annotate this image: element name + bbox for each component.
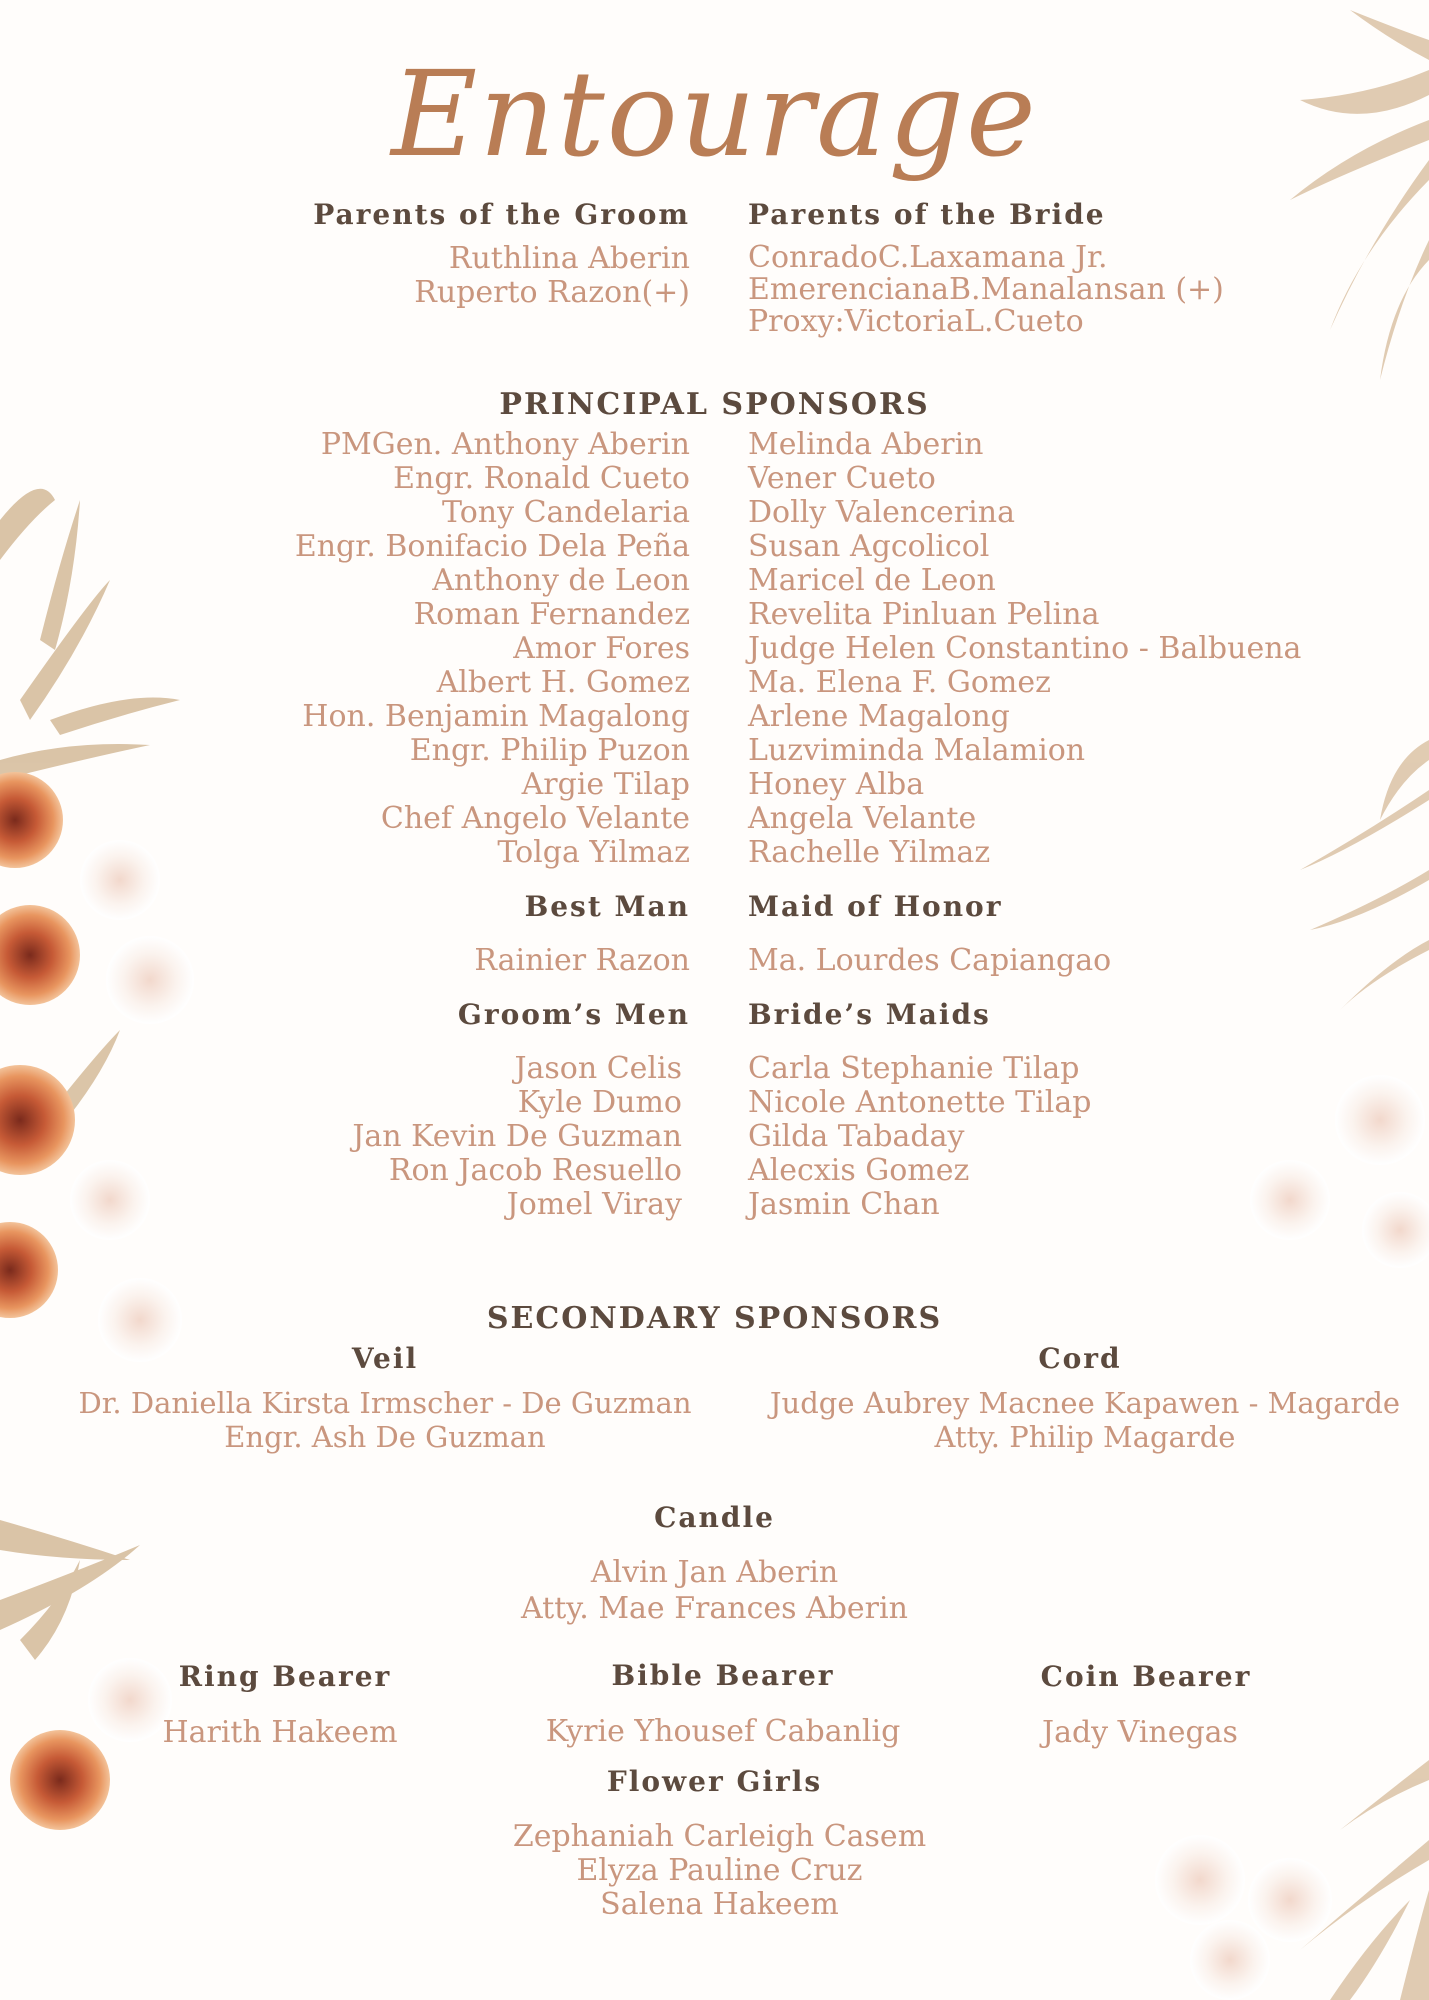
list-item: Alvin Jan Aberin [590, 1555, 839, 1590]
bible-bearer-heading: Bible Bearer [611, 1659, 835, 1692]
bridesmaids-list [748, 1052, 1248, 1222]
best-man-name: Rainier Razon [474, 943, 690, 978]
best-man-heading: Best Man [524, 890, 690, 923]
list-item: Rachelle Yilmaz [748, 835, 991, 870]
bible-bearer-name: Kyrie Yhousef Cabanlig [545, 1714, 901, 1749]
list-item: Engr. Philip Puzon [409, 733, 690, 768]
list-item: Alecxis Gomez [748, 1153, 970, 1188]
list-item: Jason Celis [514, 1051, 682, 1086]
list-item: Ruperto Razon(+) [414, 275, 690, 310]
list-item: Atty. Philip Magarde [934, 1420, 1236, 1454]
list-item: Revelita Pinluan Pelina [748, 597, 1100, 632]
principal-sponsors-heading: PRINCIPAL SPONSORS [499, 387, 930, 422]
groom-parents-list [290, 242, 690, 310]
list-item: ConradoC.Laxamana Jr. [748, 240, 1108, 275]
list-item: Engr. Bonifacio Dela Peña [294, 529, 690, 564]
flower-girls-heading: Flower Girls [606, 1765, 823, 1798]
list-item: Maricel de Leon [748, 563, 996, 598]
groom-parents-heading: Parents of the Groom [313, 198, 690, 231]
list-item: Judge Aubrey Macnee Kapawen - Magarde [769, 1386, 1401, 1420]
coin-bearer-heading: Coin Bearer [1040, 1660, 1252, 1693]
list-item: Jan Kevin De Guzman [352, 1119, 682, 1154]
list-item: Albert H. Gomez [436, 665, 690, 700]
coin-bearer-name: Jady Vinegas [1042, 1715, 1238, 1750]
list-item: Melinda Aberin [748, 427, 984, 462]
list-item: Dr. Daniella Kirsta Irmscher - De Guzman [78, 1386, 692, 1420]
ring-bearer-name: Harith Hakeem [162, 1715, 398, 1750]
principal-sponsors-left [250, 428, 690, 870]
secondary-sponsors-heading: SECONDARY SPONSORS [486, 1301, 943, 1336]
veil-sponsors [40, 1386, 730, 1454]
list-item: Ruthlina Aberin [448, 241, 690, 276]
list-item: Roman Fernandez [413, 597, 690, 632]
list-item: Jomel Viray [506, 1187, 682, 1222]
ring-bearer-heading: Ring Bearer [178, 1660, 392, 1693]
cord-heading: Cord [1038, 1342, 1122, 1375]
list-item: Susan Agcolicol [748, 529, 990, 564]
maid-of-honor-heading: Maid of Honor [748, 890, 1003, 923]
groomsmen-heading: Groom’s Men [457, 998, 690, 1031]
list-item: Arlene Magalong [748, 699, 1010, 734]
list-item: EmerencianaB.Manalansan (+) [748, 272, 1224, 307]
page-title: Entourage [391, 45, 1038, 183]
list-item: Angela Velante [748, 801, 977, 836]
bride-parents-list [748, 242, 1248, 338]
veil-heading: Veil [351, 1342, 419, 1375]
list-item: Ma. Elena F. Gomez [748, 665, 1051, 700]
list-item: Carla Stephanie Tilap [748, 1051, 1080, 1086]
list-item: Dolly Valencerina [748, 495, 1015, 530]
list-item: Tolga Yilmaz [497, 835, 690, 870]
list-item: Argie Tilap [521, 767, 690, 802]
cord-sponsors [755, 1386, 1415, 1454]
list-item: Zephaniah Carleigh Casem [512, 1819, 927, 1854]
list-item: Gilda Tabaday [748, 1119, 965, 1154]
maid-of-honor-name: Ma. Lourdes Capiangao [748, 943, 1112, 978]
list-item: Elyza Pauline Cruz [576, 1853, 863, 1888]
list-item: Kyle Dumo [517, 1085, 682, 1120]
flower-girls-list [0, 1820, 1429, 1922]
list-item: PMGen. Anthony Aberin [320, 427, 690, 462]
bridesmaids-heading: Bride’s Maids [748, 998, 991, 1031]
list-item: Atty. Mae Frances Aberin [521, 1591, 908, 1626]
list-item: Jasmin Chan [748, 1187, 940, 1222]
list-item: Salena Hakeem [600, 1887, 839, 1922]
list-item: Chef Angelo Velante [380, 801, 690, 836]
list-item: Proxy:VictoriaL.Cueto [748, 304, 1084, 339]
list-item: Anthony de Leon [432, 563, 690, 598]
list-item: Judge Helen Constantino - Balbuena [748, 631, 1302, 666]
bride-parents-heading: Parents of the Bride [748, 198, 1106, 231]
groomsmen-list [280, 1052, 682, 1222]
list-item: Tony Candelaria [442, 495, 690, 530]
list-item: Engr. Ronald Cueto [393, 461, 690, 496]
list-item: Luzviminda Malamion [748, 733, 1086, 768]
principal-sponsors-right [748, 428, 1348, 870]
list-item: Vener Cueto [748, 461, 936, 496]
list-item: Honey Alba [748, 767, 925, 802]
list-item: Nicole Antonette Tilap [748, 1085, 1092, 1120]
candle-sponsors [0, 1555, 1429, 1627]
list-item: Hon. Benjamin Magalong [302, 699, 690, 734]
candle-heading: Candle [654, 1501, 775, 1534]
list-item: Engr. Ash De Guzman [224, 1420, 546, 1454]
list-item: Amor Fores [513, 631, 690, 666]
list-item: Ron Jacob Resuello [388, 1153, 682, 1188]
